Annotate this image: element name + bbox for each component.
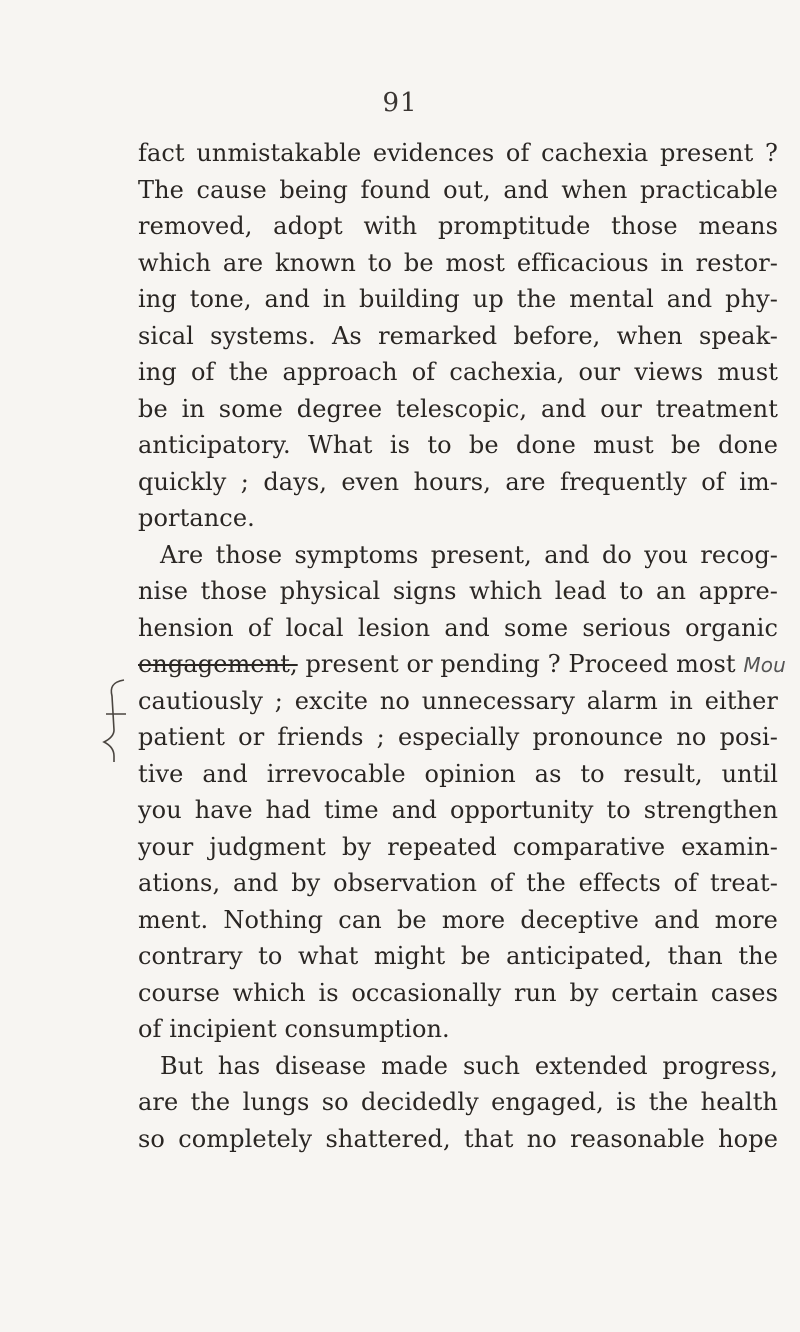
struck-word: engagement, bbox=[138, 650, 298, 678]
page-number: 91 bbox=[382, 88, 418, 118]
text-line: portance. bbox=[138, 504, 255, 532]
text-line: which are known to be most efficacious in restor- bbox=[138, 248, 778, 277]
text-line: ing tone, and in building up the mental and phy- bbox=[138, 285, 778, 313]
text-line: contrary to what might be anticipated, than the bbox=[138, 942, 778, 970]
text-line: anticipatory. What is to be done must be done bbox=[138, 431, 778, 459]
text-line: hension of local lesion and some serious organic bbox=[138, 613, 778, 642]
text-line: ing of the approach of cachexia, our views must bbox=[138, 358, 778, 386]
text-line: The cause being found out, and when practicable bbox=[138, 175, 778, 204]
text-line: fact unmistakable evidences of cachexia present ? bbox=[138, 139, 778, 167]
text-line: Are those symptoms present, and do you recog- bbox=[160, 540, 778, 569]
text-line: patient or friends ; especially pronounce no posi- bbox=[138, 723, 778, 751]
text-line: quickly ; days, even hours, are frequently of im- bbox=[138, 467, 778, 496]
text-line: you have had time and opportunity to strengthen bbox=[138, 796, 778, 824]
text-line: of incipient consumption. bbox=[138, 1015, 450, 1043]
text-line: course which is occasionally run by certain cases bbox=[138, 978, 778, 1007]
text-line: nise those physical signs which lead to an appre- bbox=[138, 577, 778, 605]
text-line: ment. Nothing can be more deceptive and more bbox=[138, 905, 778, 934]
text-line-with-edit bbox=[138, 646, 786, 683]
text-line: present or pending ? Proceed most bbox=[305, 650, 736, 678]
text-line: be in some degree telescopic, and our treatment bbox=[138, 394, 778, 423]
text-line: But has disease made such extended progress, bbox=[160, 1051, 778, 1080]
text-line: sical systems. As remarked before, when speak- bbox=[138, 321, 778, 350]
text-line: removed, adopt with promptitude those means bbox=[138, 212, 778, 240]
handwritten-note: Mou bbox=[743, 653, 786, 677]
body-text bbox=[138, 135, 786, 1157]
text-line: ations, and by observation of the effects of treat- bbox=[138, 869, 778, 897]
text-line: cautiously ; excite no unnecessary alarm in either bbox=[138, 686, 778, 715]
text-line: so completely shattered, that no reasonable hope bbox=[138, 1124, 778, 1153]
margin-bracket-mark bbox=[102, 676, 132, 764]
text-line: are the lungs so decidedly engaged, is the health bbox=[138, 1088, 778, 1116]
text-line: your judgment by repeated comparative examin- bbox=[138, 832, 778, 861]
text-line: tive and irrevocable opinion as to result, until bbox=[138, 759, 778, 788]
